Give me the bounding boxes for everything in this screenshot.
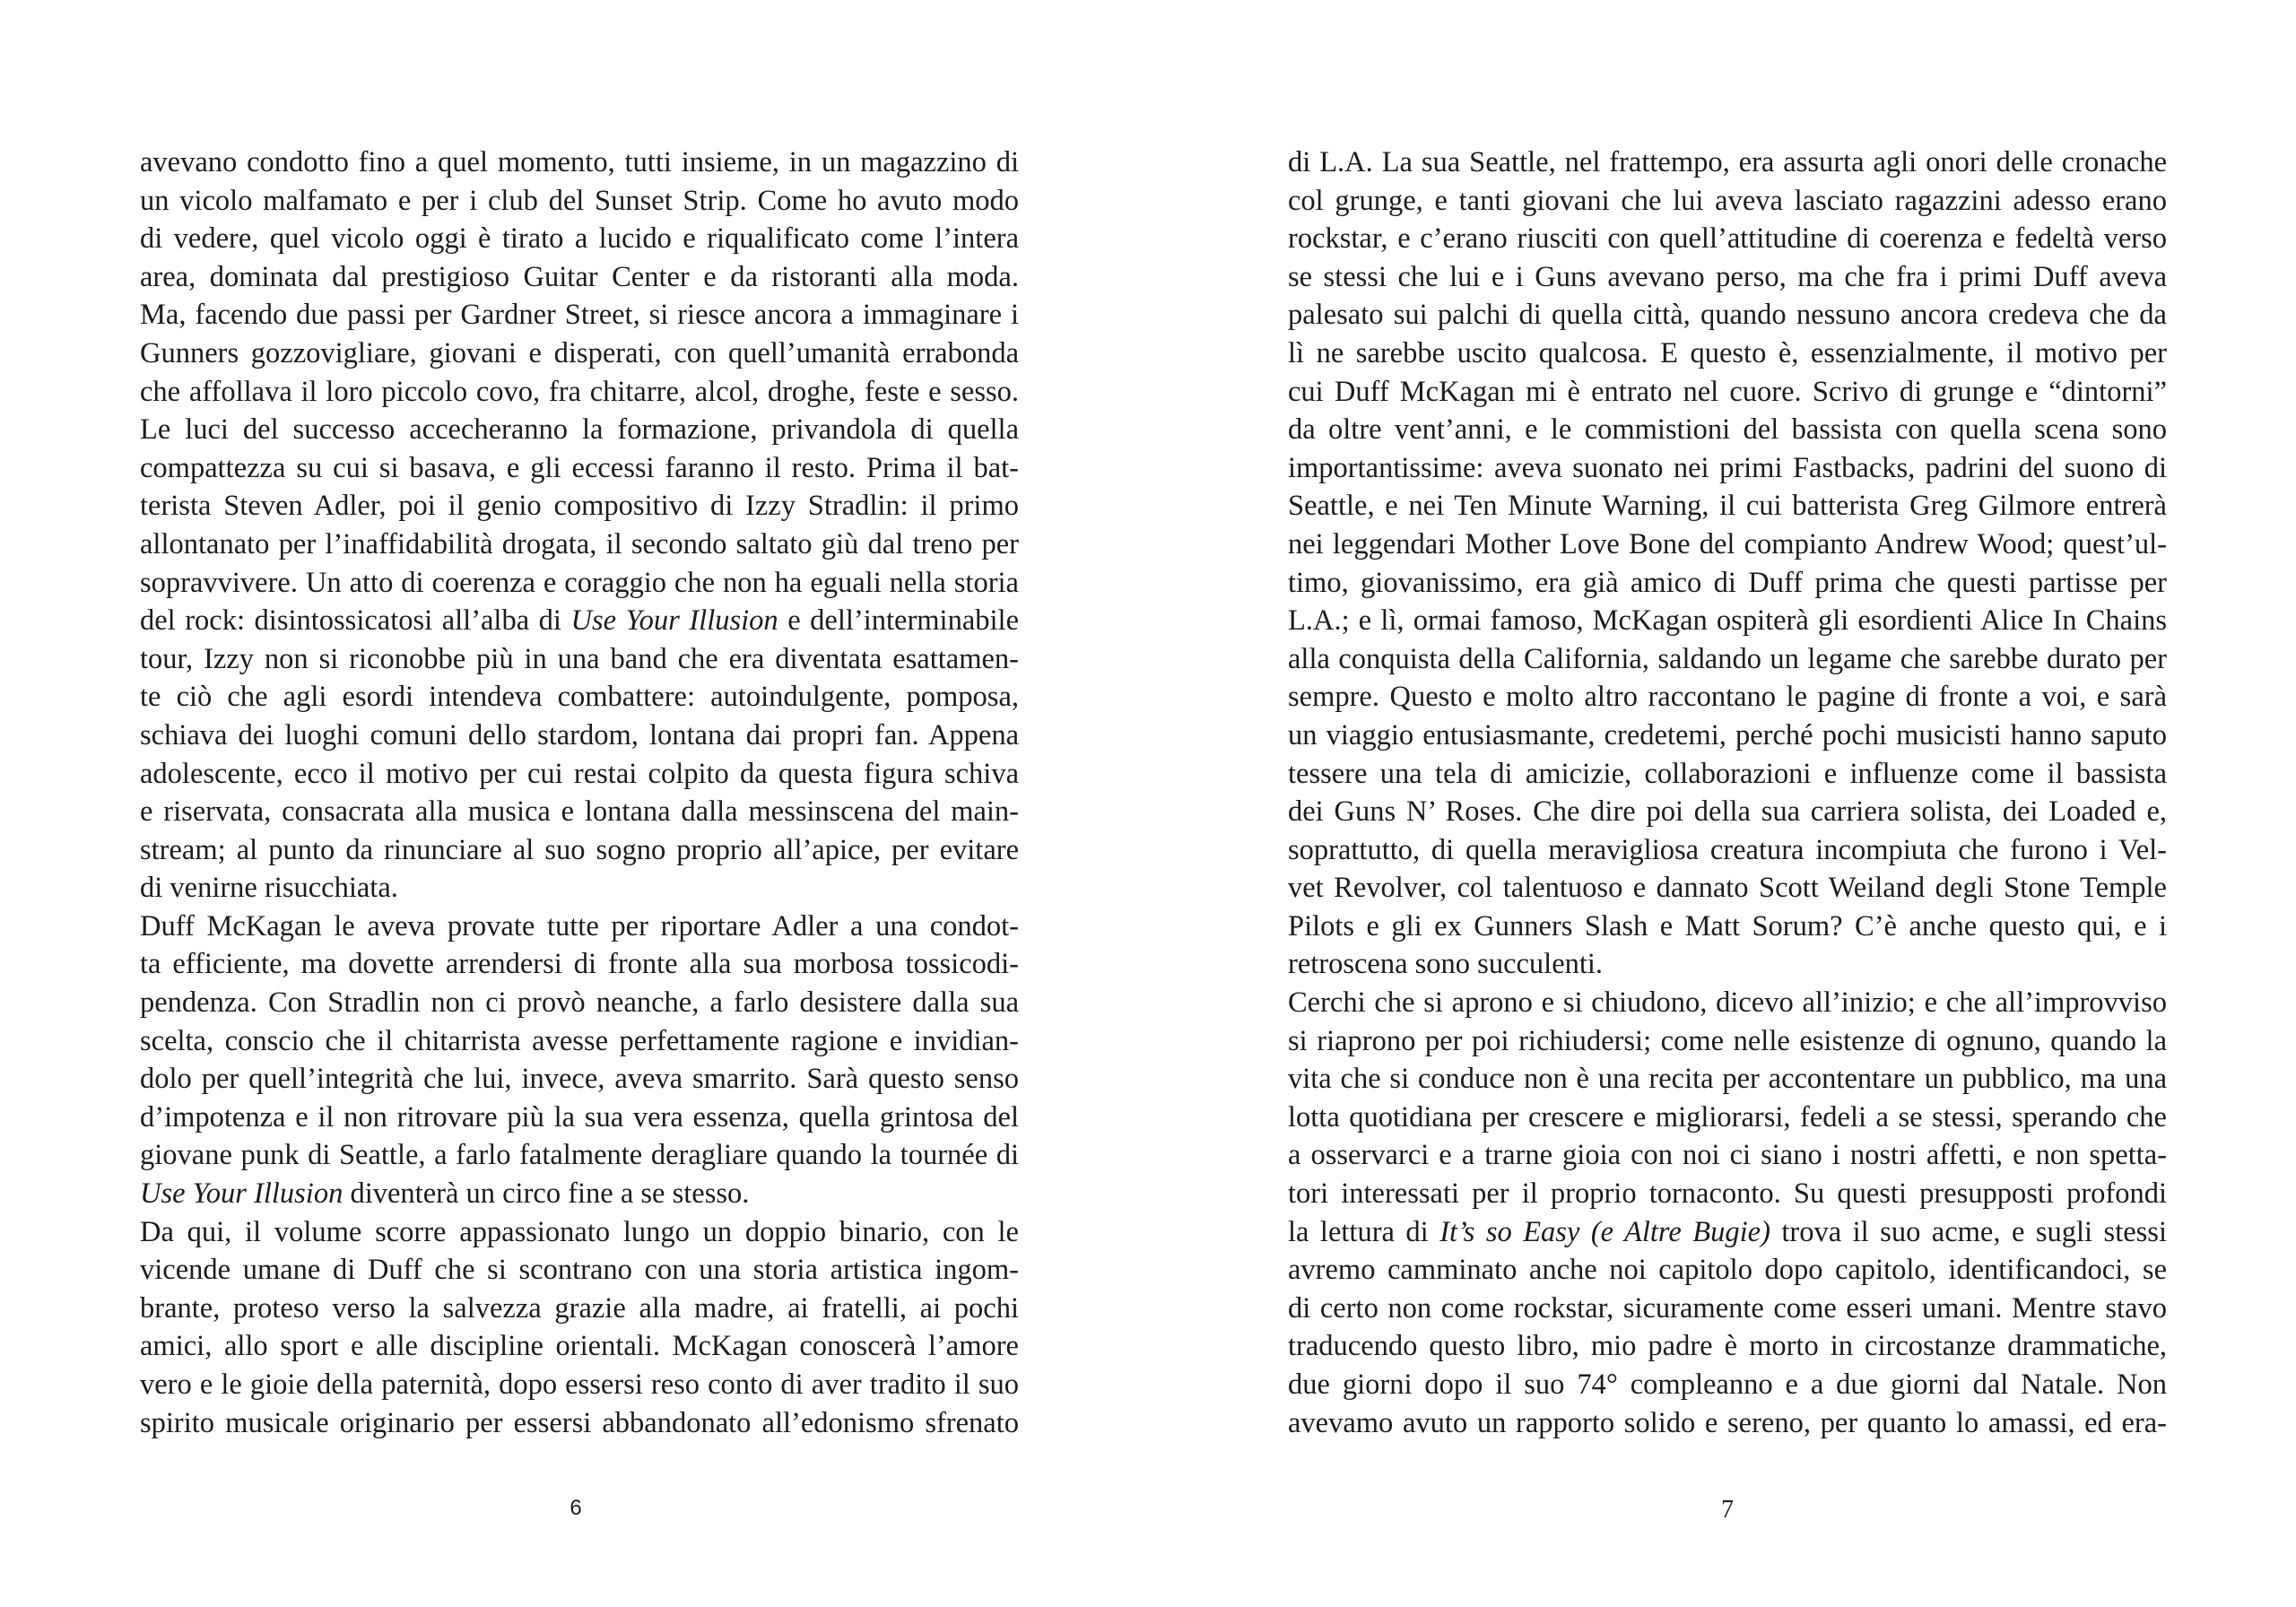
text-segment: e dell’interminabile [778,604,1019,638]
text-line: area, dominata dal prestigioso Guitar Center e da ristoranti alla moda. [140,260,1019,293]
text-line: amici, allo sport e alle discipline orientali. McKagan conoscerà l’amore [140,1330,1019,1363]
text-line: Da qui, il volume scorre appassionato lungo un doppio binario, con le [140,1215,1019,1248]
text-line: di L.A. La sua Seattle, nel frattempo, era assurta agli onori delle cronache [1288,146,2167,178]
italic-title: Use Your Illusion [140,1177,344,1211]
italic-title: Use Your Illusion [570,604,778,638]
text-line: un viaggio entusiasmante, credetemi, perché pochi musicisti hanno saputo [1288,718,2167,751]
text-line: Duff McKagan le aveva provate tutte per riportare Adler a una condot- [140,909,1019,942]
text-line: lotta quotidiana per crescere e migliorarsi, fedeli a se stessi, sperando che [1288,1100,2167,1134]
text-segment: la lettura di [1288,1215,1440,1248]
text-line: e riservata, consacrata alla musica e lontana dalla messinscena del main- [140,795,1019,829]
text-line: di vedere, quel vicolo oggi è tirato a lucido e riqualificato come l’intera [140,222,1019,256]
text-line: Ma, facendo due passi per Gardner Street, si riesce ancora a immaginare i [140,299,1019,332]
text-line: retroscena sono succulenti. [1288,948,1604,981]
text-line: spirito musicale originario per essersi abbandonato all’edonismo sfrenato [140,1406,1019,1439]
text-line: scelta, conscio che il chitarrista avesse perfettamente ragione e invidian- [140,1024,1019,1057]
text-line: tori interessati per il proprio tornaconto. Su questi presupposti profondi [1288,1177,2167,1211]
text-line: giovane punk di Seattle, a farlo fatalmente deragliare quando la tournée di [140,1139,1019,1172]
text-line: dei Guns N’ Roses. Che dire poi della sua carriera solista, dei Loaded e, [1288,795,2167,829]
text-line: brante, proteso verso la salvezza grazie alla madre, ai fratelli, ai pochi [140,1291,1019,1325]
text-line: un vicolo malfamato e per i club del Sunset Strip. Come ho avuto modo [140,184,1019,217]
text-line: d’impotenza e il non ritrovare più la sua vera essenza, quella grintosa del [140,1100,1019,1134]
text-line: Le luci del successo accecheranno la formazione, privandola di quella [140,413,1019,447]
text-line: timo, giovanissimo, era già amico di Duff prima che questi partisse per [1288,566,2167,599]
text-line: Seattle, e nei Ten Minute Warning, il cui batterista Greg Gilmore entrerà [1288,490,2167,523]
text-line: palesato sui palchi di quella città, quando nessuno ancora credeva che da [1288,299,2167,332]
text-line: vet Revolver, col talentuoso e dannato Scott Weiland degli Stone Temple [1288,872,2167,905]
italic-title: It’s so Easy (e Altre Bugie) [1439,1215,1770,1248]
text-line: terista Steven Adler, poi il genio compositivo di Izzy Stradlin: il primo [140,490,1019,523]
text-line: Gunners gozzovigliare, giovani e disperati, con quell’umanità errabonda [140,336,1019,369]
left-page-body [140,143,1019,1442]
text-line: L.A.; e lì, ormai famoso, McKagan ospiterà gli esordienti Alice In Chains [1288,604,2167,638]
text-line [140,602,1019,640]
text-line: lì ne sarebbe uscito qualcosa. E questo è, essenzialmente, il motivo per [1288,336,2167,369]
text-line: allontanato per l’inaffidabilità drogata, il secondo saltato giù dal treno per [140,527,1019,560]
text-line: Cerchi che si aprono e si chiudono, dicevo all’inizio; e che all’improvviso [1288,986,2167,1020]
text-line: da oltre vent’anni, e le commistioni del bassista con quella scena sono [1288,413,2167,447]
page-number-right: 7 [1721,1496,1734,1524]
text-line: avevano condotto fino a quel momento, tutti insieme, in un magazzino di [140,146,1019,178]
right-page [1148,0,2296,1607]
text-line: tour, Izzy non si riconobbe più in una band che era diventata esattamen- [140,642,1019,675]
text-line: vita che si conduce non è una recita per accontentare un pubblico, ma una [1288,1063,2167,1096]
text-line: cui Duff McKagan mi è entrato nel cuore. Scrivo di grunge e “dintorni” [1288,375,2167,408]
text-line: di venirne risucchiata. [140,872,398,905]
text-line: si riaprono per poi richiudersi; come nelle esistenze di ognuno, quando la [1288,1024,2167,1057]
text-line: col grunge, e tanti giovani che lui aveva lasciato ragazzini adesso erano [1288,184,2167,217]
text-line: stream; al punto da rinunciare al suo sogno proprio all’apice, per evitare [140,833,1019,866]
text-line: traducendo questo libro, mio padre è morto in circostanze drammatiche, [1288,1330,2167,1363]
right-page-body [1288,143,2167,1442]
text-segment: trova il suo acme, e sugli stessi [1770,1215,2167,1248]
text-line: schiava dei luoghi comuni dello stardom, lontana dai propri fan. Appena [140,718,1019,751]
text-line: due giorni dopo il suo 74° compleanno e a due giorni dal Natale. Non [1288,1368,2167,1401]
text-line: se stessi che lui e i Guns avevano perso, ma che fra i primi Duff aveva [1288,260,2167,293]
text-line: a osservarci e a trarne gioia con noi ci siano i nostri affetti, e non spetta- [1288,1139,2167,1172]
text-line: alla conquista della California, saldando un legame che sarebbe durato per [1288,642,2167,675]
text-segment: del rock: disintossicatosi all’alba di [140,604,571,638]
text-line: dolo per quell’integrità che lui, invece, aveva smarrito. Sarà questo senso [140,1063,1019,1096]
text-line: compattezza su cui si basava, e gli eccessi faranno il resto. Prima il bat- [140,451,1019,484]
text-line: nei leggendari Mother Love Bone del compianto Andrew Wood; quest’ul- [1288,527,2167,560]
text-line: Pilots e gli ex Gunners Slash e Matt Sorum? C’è anche questo qui, e i [1288,909,2167,942]
text-segment: diventerà un circo fine a se stesso. [343,1177,750,1211]
text-line: di certo non come rockstar, sicuramente come esseri umani. Mentre stavo [1288,1291,2167,1325]
text-line: importantissime: aveva suonato nei primi Fastbacks, padrini del suono di [1288,451,2167,484]
text-line: sempre. Questo e molto altro raccontano le pagine di fronte a voi, e sarà [1288,681,2167,714]
text-line: rockstar, e c’erano riusciti con quell’attitudine di coerenza e fedeltà verso [1288,222,2167,256]
text-line: adolescente, ecco il motivo per cui restai colpito da questa figura schiva [140,757,1019,790]
text-line: pendenza. Con Stradlin non ci provò neanche, a farlo desistere dalla sua [140,986,1019,1020]
text-line: avevamo avuto un rapporto solido e sereno, per quanto lo amassi, ed era- [1288,1406,2167,1439]
text-line: soprattutto, di quella meravigliosa creatura incompiuta che furono i Vel- [1288,833,2167,866]
text-line: che affollava il loro piccolo covo, fra chitarre, alcol, droghe, feste e sesso. [140,375,1019,408]
text-line: tessere una tela di amicizie, collaborazioni e influenze come il bassista [1288,757,2167,790]
text-line: vero e le gioie della paternità, dopo essersi reso conto di aver tradito il suo [140,1368,1019,1401]
text-line: sopravvivere. Un atto di coerenza e coraggio che non ha eguali nella storia [140,566,1019,599]
text-line [140,1175,1019,1213]
text-line [1288,1213,2167,1252]
text-line: te ciò che agli esordi intendeva combattere: autoindulgente, pomposa, [140,681,1019,714]
page-number-left: 6 [570,1496,582,1520]
text-line: vicende umane di Duff che si scontrano con una storia artistica ingom- [140,1254,1019,1287]
text-line: ta efficiente, ma dovette arrendersi di fronte alla sua morbosa tossicodi- [140,948,1019,981]
text-line: avremo camminato anche noi capitolo dopo capitolo, identificandoci, se [1288,1254,2167,1287]
